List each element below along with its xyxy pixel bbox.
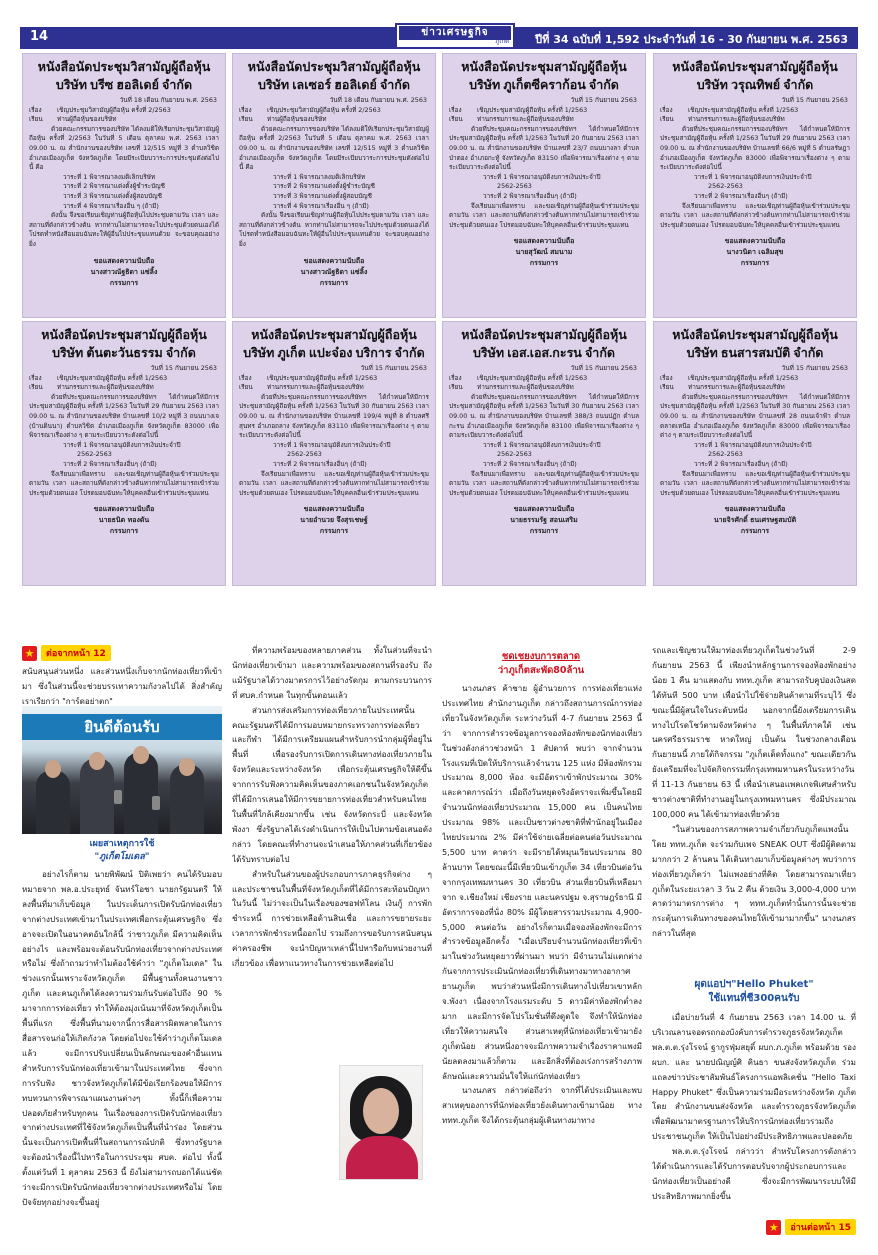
article-col2: ที่ความพร้อมของหลายภาคส่วน ทั้งในส่วนที่จะนำนักท่องเที่ยวเข้ามา และความพร้อมของสถานที่รองรับ ถึงแม้รัฐบาลได้วางมาตรการไว้อย่างรัดกุม ตามกระบวนการที่ ศบค.กำหนด ในทุกขั้นตอนแล้ว ส่วนการส่งเสริมการท่องเที่ยวภายในประเทศนั้น คณะรัฐมนตรีได้มีการมอบหมายกระทรวงการท่องเที่ยวและกีฬา ได้มีการเตรียมแผนสำหรับการนำกลุ่มผู้ที่อยู่ในพื้นที่ เพื่อรองรับการเปิดการเดินทางท่องเที่ยวภายในจังหวัดและระหว่างจังหวัด เพื่อกระตุ้นเศรษฐกิจให้ดีขึ้น จากการรับฟังความคิดเห็นของภาคเอกชนในจังหวัดภูเก็ต ที่ได้มีการเสนอให้มีการขยายการท่องเที่ยวสำหรับคนไทยในพื้นที่ใกล้เคียงมากขึ้น เช่น จังหวัดกระบี่ และจังหวัดพังงา ซึ่งรัฐบาลได้เร่งดำเนินการให้เป็นไปตามข้อเสนอดังกล่าว โดยคณะที่ทำงานจะนำเสนอให้ภาคส่วนที่เกี่ยวข้องได้รับทราบต่อไป สำหรับในส่วนของผู้ประกอบการภาคธุรกิจต่าง ๆ และประชาชนในพื้นที่จังหวัดภูเก็ตที่ได้มีการสะท้อนปัญหาในวันนี้ ไม่ว่าจะเป็นในเรื่องของซอฟท์โลน เงินกู้ การพักชำระหนี้ การช่วยเหลือด้านสินเชื่อ และการขยายระยะเวลาการพักชำระหนี้ออกไป รวมถึงการขอรับการสนับสนุนค่าครองชีพ จะนำปัญหาเหล่านี้ไปหารือกับหน่วยงานที่เกี่ยวข้อง เพื่อหาแนวทางในการช่วยเหลือต่อไป [232, 645, 432, 969]
notice-heading: หนังสือนัดประชุมสามัญผู้ถือหุ้น [461, 60, 627, 74]
notice-title [654, 54, 856, 94]
notice-paragraph: ด้วยที่ประชุมคณะกรรมการของบริษัทฯ ได้กำหนดให้มีการประชุมสามัญผู้ถือหุ้น ครั้งที่ 1/2563 ในวันที่ 20 กันยายน 2563 เวลา 09.00 น. ณ สำนักงานของบริษัท บ้านเลขที่ 23/7 ถนนบางลา ตำบลป่าตอง อำเภอกะทู้ จังหวัดภูเก็ต 83150 เพื่อพิจารณาเรื่องต่าง ๆ ตามระเบียบวาระดังต่อไปนี้ [449, 124, 639, 172]
notice-body [233, 94, 435, 289]
notice-subject-row [29, 106, 219, 116]
agenda-item: 2562-2563 [708, 450, 743, 459]
section-heading-marketing: ชดเชยงบการตลาด ว่าภูเก็ตสะพัด80ล้าน [497, 651, 585, 676]
continue-from-text: ต่อจากหน้า 12 [41, 645, 111, 661]
subject-value: เชิญประชุมสามัญผู้ถือหุ้น ครั้งที่ 1/2563 [57, 373, 168, 382]
agenda-item: วาระที่ 2 พิจารณาแต่งตั้งผู้ชำระบัญชี [63, 182, 165, 191]
notice-box [22, 321, 226, 586]
notice-regards: ขอแสดงความนับถือ [303, 256, 365, 265]
notice-title [233, 54, 435, 94]
notice-date: วันที่ 15 กันยายน 2563 [781, 364, 848, 372]
subject-label: เรื่อง [449, 105, 462, 114]
notice-signer: นางสาวณัฐธิดา แซ่ลิ้ง [300, 267, 368, 276]
article-col1-top: สนับสนุนส่วนหนึ่ง และส่วนหนึ่งเก็บจากนักท่องเที่ยวที่เข้ามา ซึ่งในส่วนนี้จะช่วยบรรเทาความกังวลไปได้ สิ่งสำคัญเราเรียกว่า "การ์ดอย่าตก" [22, 666, 222, 706]
photo-caption: เผยสาเหตุการใช้ "ภูเก็ตโมเดล" [89, 839, 155, 862]
newspaper-logo [395, 23, 515, 49]
agenda-item: วาระที่ 2 พิจารณาเรื่องอื่นๆ (ถ้ามี) [694, 191, 788, 200]
notice-position: กรรมการ [740, 527, 770, 536]
notice-company: บริษัท เอส.เอส.กะรน จำกัด [472, 346, 616, 360]
notice-title [654, 322, 856, 362]
notice-subject-row [29, 374, 219, 384]
continue-to-badge [766, 1219, 856, 1235]
to-value: ท่านกรรมการและผู้ถือหุ้นของบริษัท [688, 115, 785, 124]
to-label: เรียน [660, 383, 674, 392]
notice-to-row [660, 115, 850, 125]
notice-signer: นายธรรมรัฐ สอนเสริม [510, 516, 578, 525]
notice-heading: หนังสือนัดประชุมสามัญผู้ถือหุ้น [461, 328, 627, 342]
agenda-item: วาระที่ 1 พิจารณาอนุมัติงบการเงินประจำปี [273, 440, 391, 449]
notice-closing: จึงเรียนมาเพื่อทราบ และขอเชิญท่านผู้ถือหุ้นเข้าร่วมประชุมตามวัน เวลา และสถานที่ดังกล่าวข้างต้นหากท่านไม่สามารถเข้าร่วมประชุมด้วยตนเอง โปรดมอบฉันทะให้บุคคลอื่นเข้าร่วมประชุมแทน [449, 469, 639, 497]
notice-subject-row [449, 106, 639, 116]
subject-label: เรื่อง [660, 105, 673, 114]
agenda-item: 2562-2563 [497, 450, 532, 459]
subject-value: เชิญประชุมวิสามัญผู้ถือหุ้น ครั้งที่ 2/2563 [57, 105, 171, 114]
notice-subject-row [239, 106, 429, 116]
notice-subject-row [660, 374, 850, 384]
notice-title [233, 322, 435, 362]
notice-signer: นายอำนวย จึงสุรเชษฐ์ [300, 516, 368, 525]
notice-company: บริษัท เลเซอร์ ฮอลิเดย์ จำกัด [258, 78, 410, 92]
subject-label: เรื่อง [29, 373, 42, 382]
notice-box [442, 53, 646, 318]
subject-label: เรื่อง [29, 105, 42, 114]
logo-text: ข่าวเศรษฐกิจ [399, 26, 511, 40]
notice-company: บริษัท ธนสารสมบัติ จำกัด [686, 346, 824, 360]
to-value: ท่านผู้ถือหุ้นของบริษัท [57, 115, 117, 124]
notice-box [653, 53, 857, 318]
notice-company: บริษัท ภูเก็ตซีคราก้อน จำกัด [469, 78, 619, 92]
notice-box [232, 53, 436, 318]
notice-signer: นายสุวัฒน์ สมนาม [515, 248, 573, 257]
to-label: เรียน [449, 115, 463, 124]
agenda-item: วาระที่ 3 พิจารณาแต่งตั้งผู้สอบบัญชี [273, 191, 372, 200]
welcome-banner: ยินดีต้อนรับ [22, 714, 222, 740]
notice-position: กรรมการ [529, 527, 559, 536]
agenda-item: วาระที่ 2 พิจารณาเรื่องอื่นๆ (ถ้ามี) [273, 459, 367, 468]
notice-to-row [239, 383, 429, 393]
to-value: ท่านผู้ถือหุ้นของบริษัท [267, 115, 327, 124]
notice-body [443, 362, 645, 537]
star-icon: ★ [766, 1220, 781, 1235]
notice-closing: จึงเรียนมาเพื่อทราบ และขอเชิญท่านผู้ถือหุ้นเข้าร่วมประชุมตามวัน เวลา และสถานที่ดังกล่าวข้างต้นหากท่านไม่สามารถเข้าร่วมประชุมด้วยตนเอง โปรดมอบฉันทะให้บุคคลอื่นเข้าร่วมประชุมแทน [449, 201, 639, 229]
agenda-item: วาระที่ 1 พิจารณาอนุมัติงบการเงินประจำปี [694, 172, 812, 181]
subject-value: เชิญประชุมสามัญผู้ถือหุ้น ครั้งที่ 1/2563 [477, 373, 588, 382]
notice-regards: ขอแสดงความนับถือ [513, 505, 575, 514]
star-icon: ★ [22, 646, 37, 661]
agenda-item: 2562-2563 [287, 450, 322, 459]
notice-body [233, 362, 435, 537]
logo-sub: ภูเก็ต [495, 38, 509, 45]
notice-body [654, 362, 856, 537]
to-label: เรียน [239, 383, 253, 392]
issue-line: ปีที่ 34 ฉบับที่ 1,592 ประจำวันที่ 16 - 30 กันยายน พ.ศ. 2563 [535, 33, 848, 46]
to-value: ท่านกรรมการและผู้ถือหุ้นของบริษัท [477, 115, 574, 124]
notice-title [443, 322, 645, 362]
subject-value: เชิญประชุมสามัญผู้ถือหุ้น ครั้งที่ 1/2563 [477, 105, 588, 114]
notice-body [23, 362, 225, 537]
notice-title [23, 322, 225, 362]
agenda-item: วาระที่ 1 พิจารณาลงมติเลิกบริษัท [273, 172, 366, 181]
agenda-item: วาระที่ 1 พิจารณาอนุมัติงบการเงินประจำปี [483, 172, 601, 181]
subject-value: เชิญประชุมสามัญผู้ถือหุ้น ครั้งที่ 1/2563 [688, 373, 799, 382]
notice-signer: นางวนิดา เฉลิมสุข [726, 248, 784, 257]
to-value: ท่านกรรมการและผู้ถือหุ้นของบริษัท [477, 383, 574, 392]
notice-paragraph: ด้วยที่ประชุมคณะกรรมการของบริษัทฯ ได้กำหนดให้มีการประชุมสามัญผู้ถือหุ้น ครั้งที่ 1/2563 ในวันที่ 30 กันยายน 2563 เวลา 09.00 น. ณ สำนักงานของบริษัท บ้านเลขที่ 388/3 ถนนปฏัก ตำบลกะรน อำเภอเมืองภูเก็ต จังหวัดภูเก็ต 83100 เพื่อพิจารณาเรื่องต่าง ๆ ตามระเบียบวาระดังต่อไปนี้ [449, 392, 639, 440]
notice-signer: นางสาวณัฐธิดา แซ่ลิ้ง [90, 267, 158, 276]
notice-title [23, 54, 225, 94]
article-col3: นางนภสร ค้าชาย ผู้อำนวยการ การท่องเที่ยวแห่งประเทศไทย สำนักงานภูเก็ต กล่าวถึงสถานการณ์การท่องเที่ยวในจังหวัดภูเก็ต ระหว่างวันที่ 4-7 กันยายน 2563 นี้ ว่า จากการสำรวจข้อมูลการจองห้องพักของนักท่องเที่ยวในช่วงดังกล่าวช่วงหน้า 1 สัปดาห์ พบว่า จากจำนวนโรงแรมที่เปิดให้บริการแล้วจำนวน 125 แห่ง มีห้องพักรวมประมาณ 8,000 ห้อง จะมีอัตราเข้าพักประมาณ 30% และคาดการณ์ว่า เมื่อถึงวันหยุดจริงอัตราจะเพิ่มขึ้นโดยมีจำนวนนักท่องเที่ยวประมาณ 15,000 คน เป็นคนไทยประมาณ 98% และเป็นชาวต่างชาติที่พำนักอยู่ในเมืองไทยประมาณ 2% มีค่าใช้จ่ายเฉลี่ยต่อคนต่อวันประมาณ 5,500 บาท คาดว่า จะมีรายได้หมุนเวียนประมาณ 80 ล้านบาท โดยขณะนี้มีเที่ยวบินเข้าภูเก็ต 34 เที่ยวบินต่อวัน จากกรุงเทพมหานคร 30 เที่ยวบิน ส่วนเที่ยวบินที่เหลือมาจาก จ.เชียงใหม่ เชียงราย และนครปฐม จ.สุราษฎร์ธานี มีอัตราการจองที่นั่ง 80% มีผู้โดยสารรวมประมาณ 4,900-5,000 คนต่อวัน อย่างไรก็ตามเมื่อจองห้องพักจะมีการสำรวจข้อมูลอีกครั้ง "เมื่อเปรียบจำนวนนักท่องเที่ยวที่เข้ามาในช่วงวันหยุดยาวที่ผ่านมา พบว่า มีจำนวนไม่แตกต่างกันจากการประเมินนักท่องเที่ยวที่เดินทางมาทางอากาศ ยานภูเก็ต พบว่าส่วนหนึ่งมีการเดินทางไปเที่ยวเขาหลัก จ.พังงา เนื่องจากโรงแรมระดับ 5 ดาวมีค่าห้องพักต่ำลงมาก และมีการจัดโปรโมชั่นที่ดึงดูดใจ จึงทำให้นักท่องเที่ยวให้ความสนใจ ส่วนสาเหตุที่นักท่องเที่ยวเข้ามายังภูเก็ตน้อย ส่วนหนึ่งอาจจะมีภาพความจำเรื่องราคาแพงมีนัยลดลงมาแล้วก็ตาม และอีกสิ่งที่ต้องเร่งการสร้างภาพลักษณ์และความมั่นใจให้แก่นักท่องเที่ยว นางนภสร กล่าวต่อถึงว่า จากที่ได้ประเมินและพบสาเหตุของการที่นักท่องเที่ยวยังเดินทางเข้ามาน้อย ทาง ททท.ภูเก็ต จึงได้กระตุ้นกลุ่มผู้เดินทางมาทาง [442, 683, 642, 1126]
to-label: เรียน [29, 115, 43, 124]
notice-paragraph: ด้วยที่ประชุมคณะกรรมการของบริษัทฯ ได้กำหนดให้มีการประชุมสามัญผู้ถือหุ้น ครั้งที่ 1/2563 ในวันที่ 30 กันยายน 2563 เวลา 09.00 น. ณ สำนักงานของบริษัท บ้านเลขที่ 199/4 หมู่ที่ 8 ตำบลศรีสุนทร อำเภอถลาง จังหวัดภูเก็ต 83110 เพื่อพิจารณาเรื่องต่าง ๆ ตามระเบียบวาระดังต่อไปนี้ [239, 392, 429, 440]
notice-closing: จึงเรียนมาเพื่อทราบ และขอเชิญท่านผู้ถือหุ้นเข้าร่วมประชุมตามวัน เวลา และสถานที่ดังกล่าวข้างต้นหากท่านไม่สามารถเข้าร่วมประชุมด้วยตนเอง โปรดมอบฉันทะให้บุคคลอื่นเข้าร่วมประชุมแทน [29, 469, 219, 497]
agenda-item: วาระที่ 4 พิจารณาเรื่องอื่น ๆ (ถ้ามี) [273, 201, 369, 210]
agenda-item: วาระที่ 4 พิจารณาเรื่องอื่น ๆ (ถ้ามี) [63, 201, 159, 210]
notice-body [443, 94, 645, 269]
notice-regards: ขอแสดงความนับถือ [93, 505, 155, 514]
notice-paragraph: ด้วยที่ประชุมคณะกรรมการของบริษัทฯ ได้กำหนดให้มีการประชุมสามัญผู้ถือหุ้น ครั้งที่ 1/2563 ในวันที่ 30 กันยายน 2563 เวลา 09.00 น. ณ สำนักงานของบริษัท บ้านเลขที่ 28 ถนนเจ้าฟ้า ตำบลตลาดเหนือ อำเภอเมืองภูเก็ต จังหวัดภูเก็ต 83000 เพื่อพิจารณาเรื่องต่าง ๆ ตามระเบียบวาระดังต่อไปนี้ [660, 392, 850, 440]
agenda-item: วาระที่ 2 พิจารณาเรื่องอื่นๆ (ถ้ามี) [483, 191, 577, 200]
notice-heading: หนังสือนัดประชุมวิสามัญผู้ถือหุ้น [247, 60, 421, 74]
notice-closing: ดังนั้น จึงขอเรียนเชิญท่านผู้ถือหุ้นไปประชุมตามวัน เวลา และสถานที่ดังกล่าวข้างต้น หากท่านไม่สามารถจะไปประชุมด้วยตนเองได้ โปรดทำหนังสือมอบฉันทะให้ผู้อื่นไปประชุมแทนด้วย จะขอบคุณอย่างยิ่ง [29, 211, 219, 248]
notice-date: วันที่ 15 กันยายน 2563 [150, 364, 217, 372]
agenda-item: วาระที่ 3 พิจารณาแต่งตั้งผู้สอบบัญชี [63, 191, 162, 200]
notice-box [232, 321, 436, 586]
notice-regards: ขอแสดงความนับถือ [724, 237, 786, 246]
notice-body [654, 94, 856, 269]
agenda-item: วาระที่ 2 พิจารณาเรื่องอื่นๆ (ถ้ามี) [694, 459, 788, 468]
page-number: 14 [30, 29, 49, 44]
agenda-item: วาระที่ 1 พิจารณาอนุมัติงบการเงินประจำปี [63, 440, 181, 449]
notice-to-row [449, 383, 639, 393]
notice-company: บริษัท ภูเก็ต แปะจ๋อง บริการ จำกัด [243, 346, 425, 360]
notice-closing: จึงเรียนมาเพื่อทราบ และขอเชิญท่านผู้ถือหุ้นเข้าร่วมประชุมตามวัน เวลา และสถานที่ดังกล่าวข้างต้นหากท่านไม่สามารถเข้าร่วมประชุมด้วยตนเอง โปรดมอบฉันทะให้บุคคลอื่นเข้าร่วมประชุมแทน [660, 469, 850, 497]
notice-position: กรรมการ [109, 278, 139, 287]
notice-box [442, 321, 646, 586]
notice-date: วันที่ 15 กันยายน 2563 [570, 364, 637, 372]
continue-to-text: อ่านต่อหน้า 15 [785, 1219, 856, 1235]
notice-position: กรรมการ [109, 527, 139, 536]
notice-date: วันที่ 15 กันยายน 2563 [570, 96, 637, 104]
to-label: เรียน [660, 115, 674, 124]
agenda-item: วาระที่ 2 พิจารณาเรื่องอื่นๆ (ถ้ามี) [63, 459, 157, 468]
to-value: ท่านกรรมการและผู้ถือหุ้นของบริษัท [57, 383, 154, 392]
shareholder-notices [22, 53, 858, 633]
notice-regards: ขอแสดงความนับถือ [303, 505, 365, 514]
notice-paragraph: ด้วยที่ประชุมคณะกรรมการของบริษัทฯ ได้กำหนดให้มีการประชุมสามัญผู้ถือหุ้น ครั้งที่ 1/2563 ในวันที่ 29 กันยายน 2563 เวลา 09.00 น. ณ สำนักงานของบริษัท บ้านเลขที่ 10/2 หมู่ที่ 3 ถนนบางเจ (บ้านดินนา) ตำบลวิชิต อำเภอเมืองภูเก็ต จังหวัดภูเก็ต 83000 เพื่อพิจารณาเรื่องต่าง ๆ ตามระเบียบวาระดังต่อไปนี้ [29, 392, 219, 440]
news-photo-officials [22, 706, 222, 834]
portrait-photo [339, 1065, 423, 1180]
subject-label: เรื่อง [660, 373, 673, 382]
page-header [20, 27, 858, 49]
agenda-item: วาระที่ 1 พิจารณาอนุมัติงบการเงินประจำปี [483, 440, 601, 449]
notice-title [443, 54, 645, 94]
notice-heading: หนังสือนัดประชุมสามัญผู้ถือหุ้น [672, 60, 838, 74]
notice-position: กรรมการ [319, 278, 349, 287]
notice-heading: หนังสือนัดประชุมวิสามัญผู้ถือหุ้น [37, 60, 211, 74]
notice-to-row [449, 115, 639, 125]
notice-position: กรรมการ [740, 259, 770, 268]
notice-to-row [239, 115, 429, 125]
subject-label: เรื่อง [449, 373, 462, 382]
notice-subject-row [660, 106, 850, 116]
notice-regards: ขอแสดงความนับถือ [513, 237, 575, 246]
subject-value: เชิญประชุมวิสามัญผู้ถือหุ้น ครั้งที่ 2/2563 [267, 105, 381, 114]
notice-regards: ขอแสดงความนับถือ [93, 256, 155, 265]
notice-position: กรรมการ [529, 259, 559, 268]
continue-from-badge [22, 645, 111, 661]
to-value: ท่านกรรมการและผู้ถือหุ้นของบริษัท [688, 383, 785, 392]
notice-heading: หนังสือนัดประชุมสามัญผู้ถือหุ้น [41, 328, 207, 342]
notice-date: วันที่ 18 เดือน กันยายน พ.ศ. 2563 [119, 96, 217, 104]
notice-heading: หนังสือนัดประชุมสามัญผู้ถือหุ้น [672, 328, 838, 342]
agenda-item: วาระที่ 2 พิจารณาแต่งตั้งผู้ชำระบัญชี [273, 182, 375, 191]
notice-closing: จึงเรียนมาเพื่อทราบ และขอเชิญท่านผู้ถือหุ้นเข้าร่วมประชุมตามวัน เวลา และสถานที่ดังกล่าวข้างต้นหากท่านไม่สามารถเข้าร่วมประชุมด้วยตนเอง โปรดมอบฉันทะให้บุคคลอื่นเข้าร่วมประชุมแทน [239, 469, 429, 497]
notice-box [22, 53, 226, 318]
notice-position: กรรมการ [319, 527, 349, 536]
agenda-item: วาระที่ 2 พิจารณาเรื่องอื่นๆ (ถ้ามี) [483, 459, 577, 468]
to-label: เรียน [449, 383, 463, 392]
notice-closing: ดังนั้น จึงขอเรียนเชิญท่านผู้ถือหุ้นไปประชุมตามวัน เวลา และสถานที่ดังกล่าวข้างต้น หากท่านไม่สามารถจะไปประชุมด้วยตนเองได้ โปรดทำหนังสือมอบฉันทะให้ผู้อื่นไปประชุมแทนด้วย จะขอบคุณอย่างยิ่ง [239, 211, 429, 248]
section-heading-hello-phuket: ผุดแอปฯ"Hello Phuket" ใช้แทนที่ชี300คนรับ [694, 979, 814, 1004]
agenda-item: 2562-2563 [497, 182, 532, 191]
agenda-item: 2562-2563 [708, 182, 743, 191]
notice-subject-row [449, 374, 639, 384]
notice-box [653, 321, 857, 586]
notice-heading: หนังสือนัดประชุมสามัญผู้ถือหุ้น [251, 328, 417, 342]
article-col4-top: รถและเชิญชวนให้มาท่องเที่ยวภูเก็ตในช่วงวันที่ 2-9 กันยายน 2563 นี้ เพียงนำหลักฐานการจองห้องพักอย่างน้อย 1 คืน มาแสดงกับ ททท.ภูเก็ต สามารถรับคูปองเงินสดได้ทันที 500 บาท เพื่อนำไปใช้จ่ายสินค้าตามที่ระบุไว้ ซึ่งขณะนี้มีผู้สนใจในระดับหนึ่ง นอกจากนี้ยังเตรียมการเดินทางไปโรดโชว์ตามจังหวัดต่าง ๆ ในพื้นที่ภาคใต้ เช่น นครศรีธรรมราช หาดใหญ่ เป็นต้น ในช่วงกลางเดือนกันยายนนี้ ภายใต้กิจกรรม "ภูเก็ตเด็ดทั้งแกง" ขณะเดียวกันยังเตรียมที่จะไปจัดกิจกรรมที่กรุงเทพมหานครในระหว่างวันที่ 11-13 กันยายน 63 นี้ เพื่อนำเสนอแพคเกจพิเศษสำหรับชาวต่างชาติที่ทำงานอยู่ในกรุงเทพมหานคร ซึ่งมีประมาณ 100,000 คน ได้เข้ามาท่องเที่ยวด้วย "ในส่วนของการสภาพความจำเกี่ยวกับภูเก็ตแพงนั้น โดย ททท.ภูเก็ต จะร่วมกับเพจ SNEAK OUT ซึ่งมีผู้ติดตามมากกว่า 2 ล้านคน ได้เดินทางมาเก็บข้อมูลต่างๆ พบว่าการท่องเที่ยวภูเก็ตว่า ไม่แพงอย่างที่คิด โดยสามารถมาเที่ยวภูเก็ตในระยะเวลา 3 วัน 2 คืน ด้วยเงิน 3,000-4,000 บาท คาดว่ามาตรการต่าง ๆ ททท.ภูเก็ตทำนั้นการนั้นจะช่วยกระตุ้นการเดินทางของคนไทยให้เข้ามามากขึ้น" นางนภสร กล่าวในที่สุด [652, 645, 856, 939]
article-col1-body: อย่างไรก็ตาม นายพิพัฒน์ ปิติเพยว่า คนได้รับมอบหมายจาก พล.อ.ประยุทธ์ จันทร์โอชา นายกรัฐมนตรี ให้ลงพื้นที่มาเก็บข้อมูล ในประเด็นการเปิดรับนักท่องเที่ยวจากต่างประเทศเข้ามาในประเทศเพื่อกระตุ้นเศรษฐกิจ ซึ่งอาจจะเปิดในอนาคตอันใกล้นี้ ว่าชาวภูเก็ต มีความคิดเห็นอย่างไร และพร้อมจะต้อนรับนักท่องเที่ยวจากต่างประเทศหรือไม่ ซึ่งถ้าถามว่าทำไมต้องใช้คำว่า "ภูเก็ตโมเดล" ในช่วงแรกนั้นเพราะจังหวัดภูเก็ต มีพื้นฐานทั้งคนงานชาวภูเก็ต และคนภูเก็ตได้ลงความร่วมกันรับต่อไปถึง 90 % มาจากการท่องเที่ยว ทำให้ต้องมุ่งเน้นมาที่จังหวัดภูเก็ตเป็นพื้นที่แรก ซึ่งพื้นที่นามจากนี้การสื่อสารผิดพลาดในการสื่อสารจนก่อให้เกิดกังวล โดยต่อไปจะใช้คำว่าภูเก็ตโมเดลแล้ว จะมีการปรับเปลี่ยนเป็นลักษณะของคำอื่นแทน สำหรับการรับนักท่องเที่ยวเข้ามาในประเทศไทย ซึ่งจากการรับฟัง ชาวจังหวัดภูเก็ตได้มีข้อเรียกร้องขอให้มีการทบทวนการพิจารณาแผนงานต่างๆ ทั้งนี้ก็เพื่อความปลอดภัยสำหรับทุกคน ในเรื่องของการเปิดรับนักท่องเที่ยวจากต่างประเทศที่ใช้จังหวัดภูเก็ตเป็นพื้นที่นำร่อง โดยส่วนนั้นจะเป็นการเปิดพื้นที่ในสถานการณ์ปกติ ซึ่งทางรัฐบาลจะต้องนำเรื่องนี้ไปหารือในการประชุม ศบค. ต่อไป ทั้งนี้ตั้งแต่วันที่ 1 ตุลาคม 2563 นี้ ยังไม่สามารถบอกได้แน่ชัดว่าจะมีการเปิดรับนักท่องเที่ยวจากต่างประเทศหรือไม่ โดยปัจจัยทุกอย่างจะขึ้นอยู่ [22, 869, 222, 1207]
notice-company: บริษัท ต้นตะวันธรรม จำกัด [52, 346, 196, 360]
notice-signer: นายธนิต ทองดัน [98, 516, 150, 525]
notice-paragraph: ด้วยที่ประชุมคณะกรรมการของบริษัทฯ ได้กำหนดให้มีการประชุมสามัญผู้ถือหุ้น ครั้งที่ 1/2563 ในวันที่ 29 กันยายน 2563 เวลา 09.00 น. ณ สำนักงานของบริษัท บ้านเลขที่ 66/6 หมู่ที่ 5 ตำบลรัษฎา อำเภอเมืองภูเก็ต จังหวัดภูเก็ต 83000 เพื่อพิจารณาเรื่องต่าง ๆ ตามระเบียบวาระดังต่อไปนี้ [660, 124, 850, 172]
notice-date: วันที่ 15 กันยายน 2563 [781, 96, 848, 104]
agenda-item: วาระที่ 1 พิจารณาอนุมัติงบการเงินประจำปี [694, 440, 812, 449]
notice-date: วันที่ 18 เดือน กันยายน พ.ศ. 2563 [329, 96, 427, 104]
agenda-item: 2562-2563 [77, 450, 112, 459]
notice-closing: จึงเรียนมาเพื่อทราบ และขอเชิญท่านผู้ถือหุ้นเข้าร่วมประชุมตามวัน เวลา และสถานที่ดังกล่าวข้างต้นหากท่านไม่สามารถเข้าร่วมประชุมด้วยตนเอง โปรดมอบฉันทะให้บุคคลอื่นเข้าร่วมประชุมแทน [660, 201, 850, 229]
notice-to-row [660, 383, 850, 393]
notice-date: วันที่ 15 กันยายน 2563 [360, 364, 427, 372]
notice-paragraph: ด้วยคณะกรรมการของบริษัท ได้ลงมติให้เรียกประชุมวิสามัญผู้ถือหุ้น ครั้งที่ 2/2563 ในวันที่ 5 เดือน ตุลาคม พ.ศ. 2563 เวลา 09.00 น. ณ สำนักงานของบริษัท เลขที่ 12/515 หมู่ที่ 3 ตำบลวิชิต อำเภอเมืองภูเก็ต จังหวัดภูเก็ต โดยมีระเบียบวาระการประชุมดังต่อไปนี้ คือ [29, 124, 219, 172]
notice-company: บริษัท บรีซ ฮอลิเดย์ จำกัด [55, 78, 193, 92]
article-col4-body: เมื่อบ่ายวันที่ 4 กันยายน 2563 เวลา 14.00 น. ที่บริเวณลานจอดรถกองบังคับการตำรวจภูธรจังหวัดภูเก็ต พล.ต.ต.รุ่งโรจน์ ฐากูรฟุ่มสยุติ์ ผบก.ภ.ภูเก็ต พร้อมด้วย รองผบก. และ นายปณิญญ์ศิ คินธา ขนส่งจังหวัดภูเก็ต ร่วมแถลงข่าวประชาสัมพันธ์โครงการแอพลิเคชั่น "Hello Taxi Happy Phuket" ซึ่งเป็นความร่วมมือระหว่างจังหวัด ภูเก็ต โดย สำนักงานขนส่งจังหวัด และตำรวจภูธรจังหวัดภูเก็ต เพื่อพัฒนามาตรฐานการให้บริการนักท่องเที่ยวรวมถึงประชาชนภูเก็ต ให้เป็นไปอย่างมีประสิทธิภาพและปลอดภัย พล.ต.ต.รุ่งโรจน์ กล่าวว่า สำหรับโครงการดังกล่าว ได้ดำเนินการและได้รับการตอบรับจากผู้ประกอบการและนักท่องเที่ยวเป็นอย่างดี ซึ่งจะมีการพัฒนาระบบให้มีประสิทธิภาพมากยิ่งขึ้น [652, 1012, 856, 1201]
notice-subject-row [239, 374, 429, 384]
notice-to-row [29, 383, 219, 393]
notice-regards: ขอแสดงความนับถือ [724, 505, 786, 514]
notice-company: บริษัท วรุณทิพย์ จำกัด [696, 78, 814, 92]
subject-value: เชิญประชุมสามัญผู้ถือหุ้น ครั้งที่ 1/2563 [267, 373, 378, 382]
to-label: เรียน [239, 115, 253, 124]
notice-signer: นายจิรศักดิ์ ธนเศรษฐสมบัติ [713, 516, 797, 525]
notice-paragraph: ด้วยคณะกรรมการของบริษัท ได้ลงมติให้เรียกประชุมวิสามัญผู้ถือหุ้น ครั้งที่ 2/2563 ในวันที่ 5 เดือน ตุลาคม พ.ศ. 2563 เวลา 09.00 น. ณ สำนักงานของบริษัท เลขที่ 12/515 หมู่ที่ 3 ตำบลวิชิต อำเภอเมืองภูเก็ต จังหวัดภูเก็ต โดยมีระเบียบวาระการประชุมดังต่อไปนี้ คือ [239, 124, 429, 172]
to-label: เรียน [29, 383, 43, 392]
agenda-item: วาระที่ 1 พิจารณาลงมติเลิกบริษัท [63, 172, 156, 181]
subject-label: เรื่อง [239, 373, 252, 382]
notice-to-row [29, 115, 219, 125]
subject-label: เรื่อง [239, 105, 252, 114]
subject-value: เชิญประชุมสามัญผู้ถือหุ้น ครั้งที่ 1/2563 [688, 105, 799, 114]
to-value: ท่านกรรมการและผู้ถือหุ้นของบริษัท [267, 383, 364, 392]
notice-body [23, 94, 225, 289]
